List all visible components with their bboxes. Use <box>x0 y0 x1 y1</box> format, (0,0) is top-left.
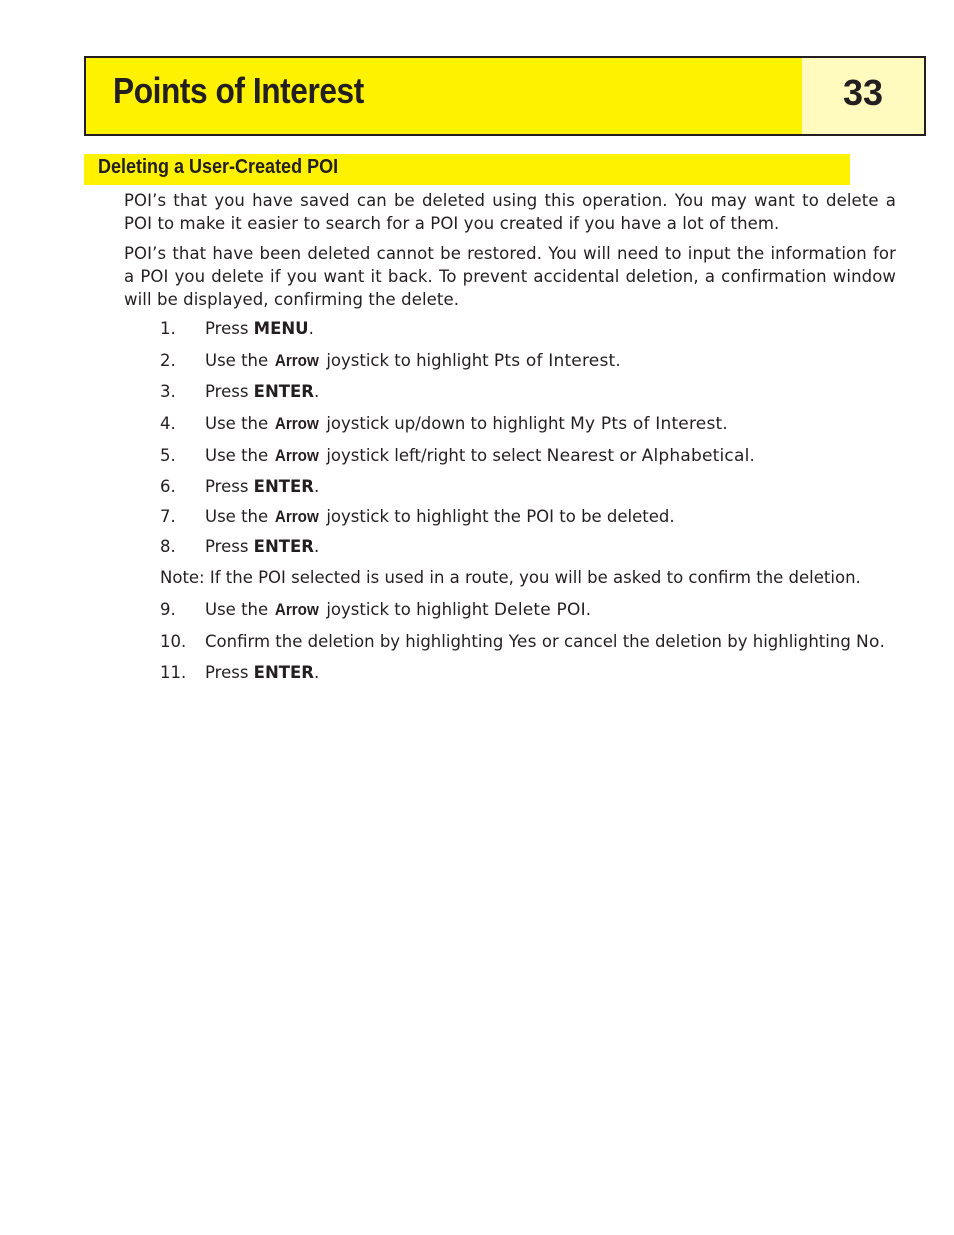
step-5: 5. Use the Arrow joystick left/right to select Nearest or Alphabetical. <box>160 446 755 466</box>
step-7: 7. Use the Arrow joystick to highlight the POI to be deleted. <box>160 505 675 529</box>
step-number: 8. <box>160 537 176 556</box>
step-number: 5. <box>160 446 176 465</box>
key-label: Arrow <box>275 415 320 433</box>
step-1: 1. Press MENU. <box>160 319 314 338</box>
screen-option: Nearest <box>546 446 615 466</box>
key-label: ENTER <box>253 663 314 682</box>
warning-paragraph: POI’s that have been deleted cannot be restored. You will need to input the information for a POI you delete if you want it back. To prevent accidental deletion, a confirmation window will be displayed, confirming the delete. <box>124 244 896 309</box>
step-6: 6. Press ENTER. <box>160 477 320 496</box>
key-label: Arrow <box>275 447 320 465</box>
key-label: ENTER <box>253 477 314 496</box>
section-header <box>84 154 850 185</box>
screen-option: Pts of Interest <box>493 351 616 371</box>
step-number: 3. <box>160 382 176 401</box>
step-number: 7. <box>160 507 176 526</box>
step-4: 4. Use the Arrow joystick up/down to highlight My Pts of Interest. <box>160 414 728 434</box>
key-label: MENU <box>253 319 309 338</box>
intro-paragraph: POI’s that you have saved can be deleted using this operation. You may want to delete a POI to make it easier to search for a POI you created if you have a lot of them. <box>124 191 896 233</box>
key-label: ENTER <box>253 537 314 556</box>
page-title: Points of Interest <box>113 70 364 111</box>
screen-option: Yes <box>508 632 537 652</box>
step-number: 11. <box>160 663 187 682</box>
page-number: 33 <box>842 72 884 113</box>
step-11: 11. Press ENTER. <box>160 663 320 682</box>
step-number: 1. <box>160 319 176 338</box>
key-label: Arrow <box>275 352 320 370</box>
step-number: 9. <box>160 600 176 619</box>
screen-option: Alphabetical <box>641 446 750 466</box>
step-10: 10. Confirm the deletion by highlighting Yes or cancel the deletion by highlighting No. <box>160 632 885 652</box>
step-number: 10. <box>160 632 187 651</box>
key-label: ENTER <box>253 382 314 401</box>
page-number-box <box>802 58 924 134</box>
step-number: 4. <box>160 414 176 433</box>
key-label: Arrow <box>275 601 320 619</box>
step-8: 8. Press ENTER. <box>160 537 320 556</box>
section-title: Deleting a User-Created POI <box>98 156 339 178</box>
step-number: 2. <box>160 351 176 370</box>
step-number: 6. <box>160 477 176 496</box>
key-label: Arrow <box>275 508 320 526</box>
step-9: 9. Use the Arrow joystick to highlight Delete POI. <box>160 600 592 620</box>
step-3: 3. Press ENTER. <box>160 382 320 401</box>
screen-option: My Pts of Interest <box>570 414 723 434</box>
note-text: Note: If the POI selected is used in a route, you will be asked to confirm the deletion. <box>160 568 861 587</box>
screen-option: No <box>856 632 880 652</box>
step-2: 2. Use the Arrow joystick to highlight Pts of Interest. <box>160 351 621 371</box>
screen-option: Delete POI <box>493 600 586 620</box>
page-header <box>84 56 926 136</box>
